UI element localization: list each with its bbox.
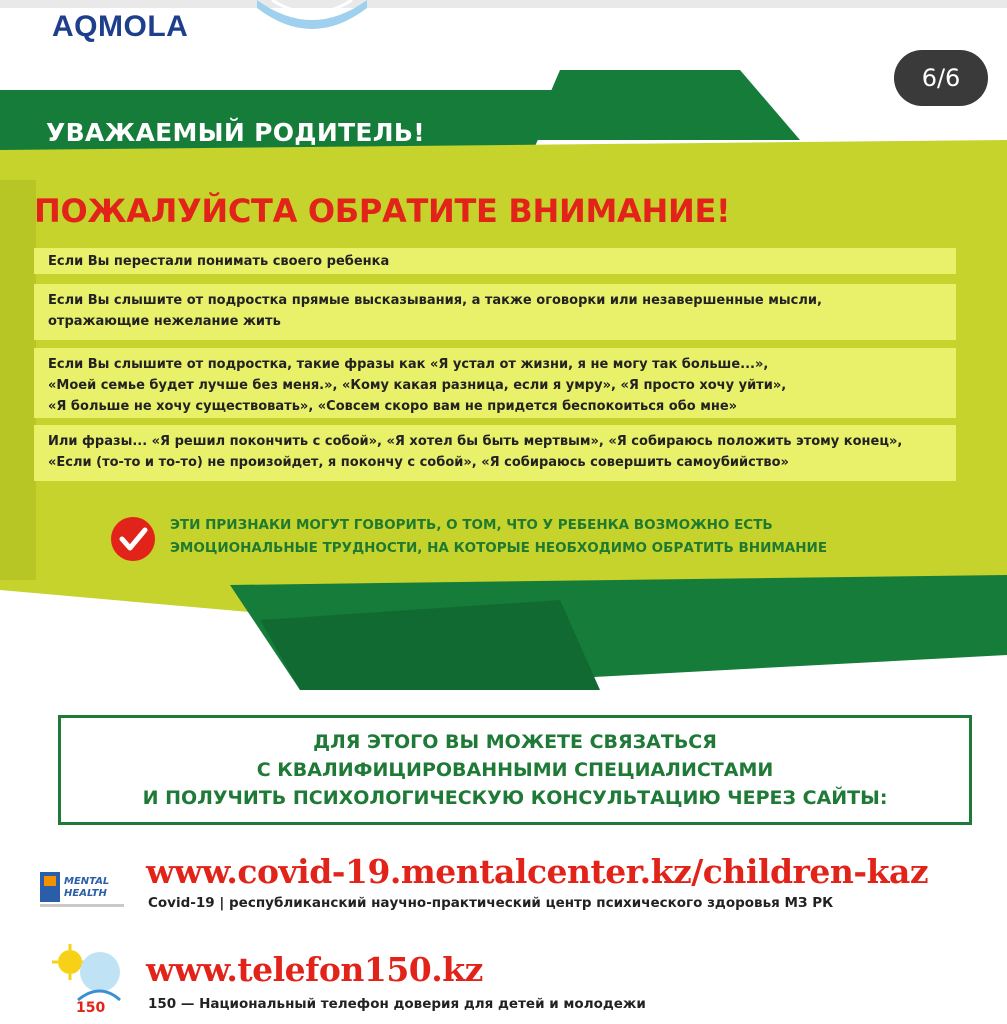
sign-line: Или фразы... «Я решил покончить с собой», «Я хотел бы быть мертвым», «Я собираюсь положить этому конец», xyxy=(48,434,903,449)
sign-line: «Если (то-то и то-то) не произойдет, я покончу с собой», «Я собираюсь совершить самоубийство» xyxy=(48,455,789,470)
warning-sign-item xyxy=(34,248,956,274)
sign-line: «Моей семье будет лучше без меня.», «Кому какая разница, если я умру», «Я просто хочу уйти», xyxy=(48,378,787,393)
mentalcenter-description: Covid-19 | республиканский научно-практический центр психического здоровья МЗ РК xyxy=(148,895,834,911)
attention-title: ПОЖАЛУЙСТА ОБРАТИТЕ ВНИМАНИЕ! xyxy=(34,192,731,230)
mentalcenter-link[interactable]: www.covid-19.mentalcenter.kz/children-kaz xyxy=(146,852,929,891)
telefon150-logo-icon xyxy=(48,942,128,1014)
warning-sign-item xyxy=(34,284,956,340)
svg-text:150: 150 xyxy=(76,1000,106,1014)
brand-name: AQMOLA xyxy=(52,10,189,43)
telefon150-link[interactable]: www.telefon150.kz xyxy=(146,950,483,989)
sign-line: Если Вы слышите от подростка, такие фразы как «Я устал от жизни, я не могу так больше...», xyxy=(48,357,769,372)
warning-line: ЭМОЦИОНАЛЬНЫЕ ТРУДНОСТИ, НА КОТОРЫЕ НЕОБХОДИМО ОБРАТИТЬ ВНИМАНИЕ xyxy=(170,540,828,556)
svg-text:HEALTH: HEALTH xyxy=(64,888,107,899)
warning-sign-item xyxy=(34,425,956,481)
sign-line: отражающие нежелание жить xyxy=(48,314,281,329)
sign-line: «Я больше не хочу существовать», «Совсем скоро вам не придется беспокоиться обо мне» xyxy=(48,399,738,414)
mental-health-logo-icon xyxy=(38,868,126,912)
svg-text:MENTAL: MENTAL xyxy=(64,876,110,887)
slide-counter: 6/6 xyxy=(894,50,988,106)
sign-line: Если Вы перестали понимать своего ребенка xyxy=(48,254,390,269)
contact-line: С КВАЛИФИЦИРОВАННЫМИ СПЕЦИАЛИСТАМИ xyxy=(256,759,774,781)
telefon150-description: 150 — Национальный телефон доверия для детей и молодежи xyxy=(148,996,646,1012)
lime-accent xyxy=(0,180,36,580)
checkmark-icon xyxy=(110,516,156,562)
sign-line: Если Вы слышите от подростка прямые высказывания, а также оговорки или незавершенные мысли, xyxy=(48,293,822,308)
contact-box xyxy=(58,715,972,825)
book-logo-icon xyxy=(252,0,372,38)
top-green-arrow xyxy=(530,70,800,140)
contact-line: ДЛЯ ЭТОГО ВЫ МОЖЕТЕ СВЯЗАТЬСЯ xyxy=(313,731,717,753)
warning-line: ЭТИ ПРИЗНАКИ МОГУТ ГОВОРИТЬ, О ТОМ, ЧТО У РЕБЕНКА ВОЗМОЖНО ЕСТЬ xyxy=(170,517,773,533)
warning-sign-item xyxy=(34,348,956,418)
contact-line: И ПОЛУЧИТЬ ПСИХОЛОГИЧЕСКУЮ КОНСУЛЬТАЦИЮ ЧЕРЕЗ САЙТЫ: xyxy=(142,787,888,809)
warning-note xyxy=(170,514,930,560)
greeting-heading: УВАЖАЕМЫЙ РОДИТЕЛЬ! xyxy=(46,118,425,147)
